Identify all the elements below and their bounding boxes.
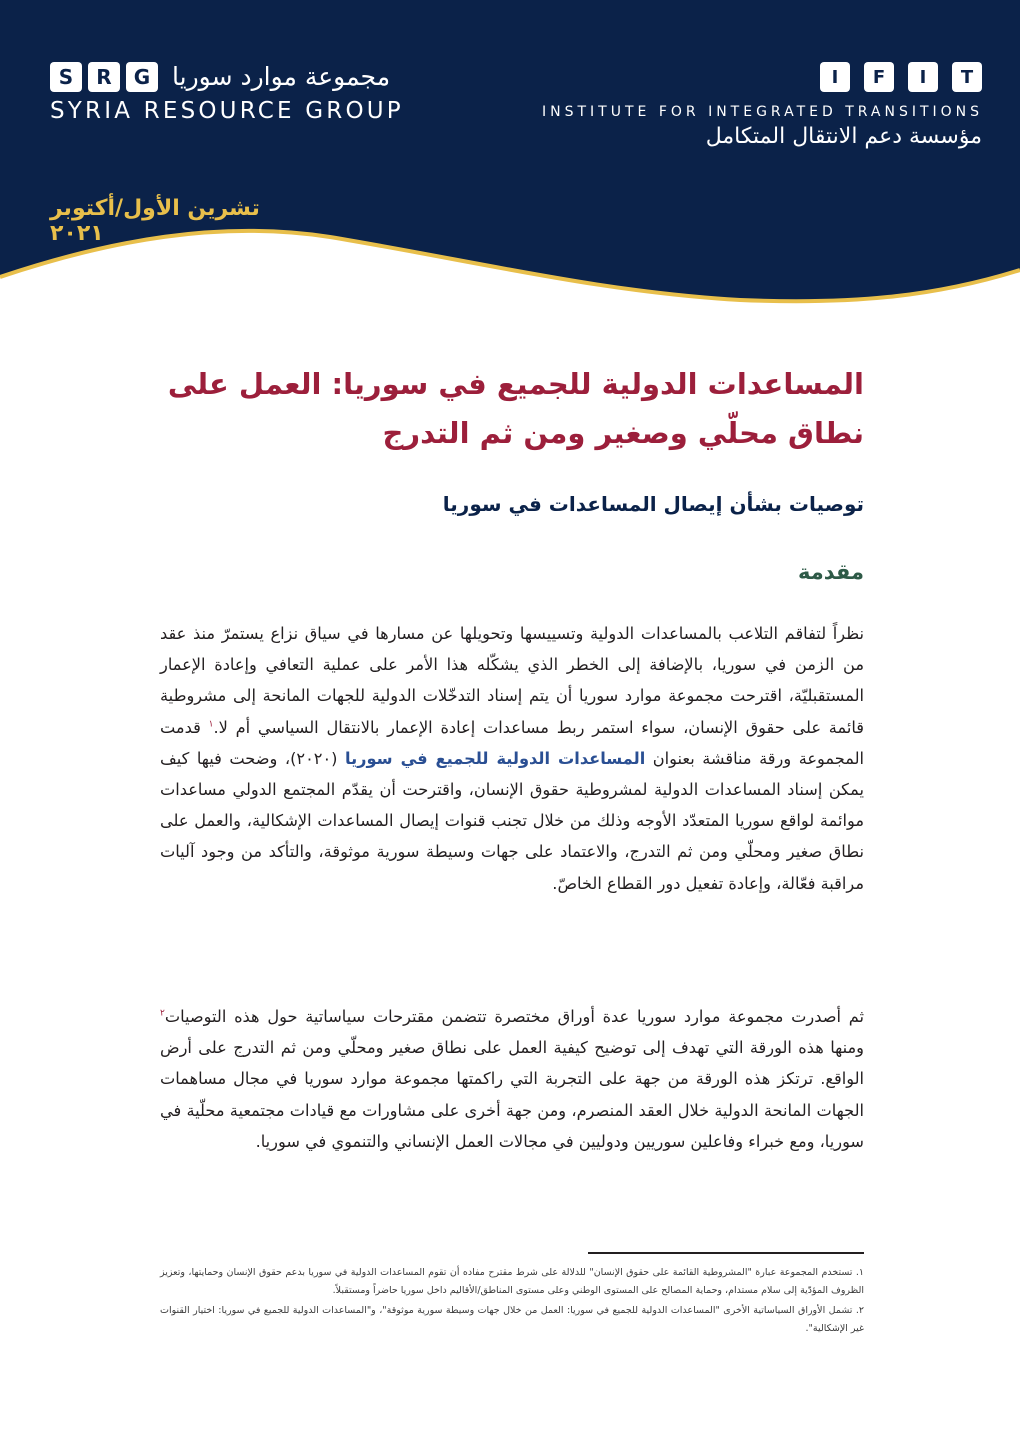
paragraph-text: (٢٠٢٠)، وضحت فيها كيف يمكن إسناد المساعدات الدولية لمشروطية حقوق الإنسان، واقترحت أن يقدّم المجتمع الدولي مساعدات موائمة لواقع سوريا المتعدّد الأوجه وذلك من خلال تجنب قنوات إيصال المساعدات الإشكالية، والعمل على نطاق صغير ومحلّي ومن ثم التدرج، والاعتماد على جهات وسيطة سورية موثوقة، والتأكد من وجود آليات مراقبة فعّالة، وإعادة تفعيل دور القطاع الخاصّ. bbox=[160, 748, 864, 893]
intro-paragraph-2 bbox=[160, 1001, 864, 1157]
ifit-letter-t: T bbox=[952, 62, 982, 92]
ifit-arabic-name: مؤسسة دعم الانتقال المتكامل bbox=[705, 124, 982, 149]
intro-paragraph-1 bbox=[160, 618, 864, 899]
paragraph-text: ومنها هذه الورقة التي تهدف إلى توضيح كيفية العمل على نطاق صغير ومحلّي ومن ثم التدرج على أرض الواقع. ترتكز هذه الورقة من جهة على التجربة التي راكمتها مجموعة موارد سوريا في مجال مساهمات الجهات المانحة الدولية خلال العقد المنصرم، ومن جهة أخرى على مشاورات مع قيادات مجتمعية محلّية في سوريا، ومع خبراء وفاعلين سوريين ودوليين في مجالات العمل الإنساني والتنموي في سوريا. bbox=[160, 1038, 864, 1151]
ifit-letter-i: I bbox=[820, 62, 850, 92]
ifit-english-name: INSTITUTE FOR INTEGRATED TRANSITIONS bbox=[542, 104, 984, 120]
footnote-ref-1[interactable]: ١ bbox=[208, 719, 214, 730]
paragraph-text: قدمت المجموعة ورقة مناقشة بعنوان bbox=[160, 717, 864, 768]
footnote-ref-2[interactable]: ٢ bbox=[160, 1008, 165, 1019]
publication-date: تشرين الأول/أكتوبر ٢٠٢١ bbox=[50, 196, 260, 246]
ifit-letter-f: F bbox=[864, 62, 894, 92]
footnotes bbox=[160, 1264, 864, 1340]
srg-logo bbox=[50, 62, 420, 124]
document-title: المساعدات الدولية للجميع في سوريا: العمل على نطاق محلّي وصغير ومن ثم التدرج bbox=[167, 367, 864, 450]
footnote-2: ٢. تشمل الأوراق السياساتية الأخرى "المساعدات الدولية للجميع في سوريا: العمل من خلال جهات وسيطة سورية موثوقة"، و"المساعدات الدولية للجميع في سوريا: اختيار القنوات غير الإشكالية". bbox=[160, 1305, 864, 1334]
srg-english-name: SYRIA RESOURCE GROUP bbox=[50, 98, 404, 124]
srg-letter-s: S bbox=[50, 62, 82, 92]
paragraph-text: ثم أصدرت مجموعة موارد سوريا عدة أوراق مختصرة تتضمن مقترحات سياساتية حول هذه التوصيات bbox=[164, 1007, 864, 1026]
srg-letter-g: G bbox=[126, 62, 158, 92]
footnote-1: ١. تستخدم المجموعة عبارة "المشروطية القائمة على حقوق الإنسان" للدلالة على شرط مقترح مفاده أن تقوم المساعدات الدولية في سوريا بدعم حقوق الإنسان وحمايتها، وتعزيز الظروف المؤدّية إلى سلام مستدام، وحماية المصالح على المستوى الوطني وعلى مستوى المناطق/الأقاليم داخل سوريا حاضراً ومستقبلاً. bbox=[160, 1267, 864, 1296]
paragraph-text: نظراً لتفاقم التلاعب بالمساعدات الدولية وتسييسها وتحويلها عن مسارها في سياق نزاع يستمرّ منذ عقد من الزمن في سوريا، بالإضافة إلى الخطر الذي يشكّله هذا الأمر على عملية التعافي وإعادة الإعمار المستقبليّة، اقترحت مجموعة موارد سوريا أن يتم إسناد التدخّلات الدولية للجهات المانحة إلى مشروطية قائمة على حقوق الإنسان، سواء استمر ربط مساعدات إعادة الإعمار بالانتقال السياسي أم لا. bbox=[160, 624, 864, 737]
document-subtitle: توصيات بشأن إيصال المساعدات في سوريا bbox=[442, 492, 864, 516]
ifit-letter-i-2: I bbox=[908, 62, 938, 92]
section-heading-introduction: مقدمة bbox=[798, 560, 864, 584]
footnote-divider bbox=[588, 1252, 864, 1254]
srg-letter-r: R bbox=[88, 62, 120, 92]
header-navy-fill bbox=[0, 0, 1020, 301]
discussion-paper-link[interactable]: المساعدات الدولية للجميع في سوريا bbox=[345, 748, 646, 768]
page-header bbox=[0, 0, 1020, 320]
srg-arabic-name: مجموعة موارد سوريا bbox=[172, 62, 391, 91]
header-wave-background bbox=[0, 0, 1020, 320]
ifit-logo bbox=[542, 62, 982, 149]
